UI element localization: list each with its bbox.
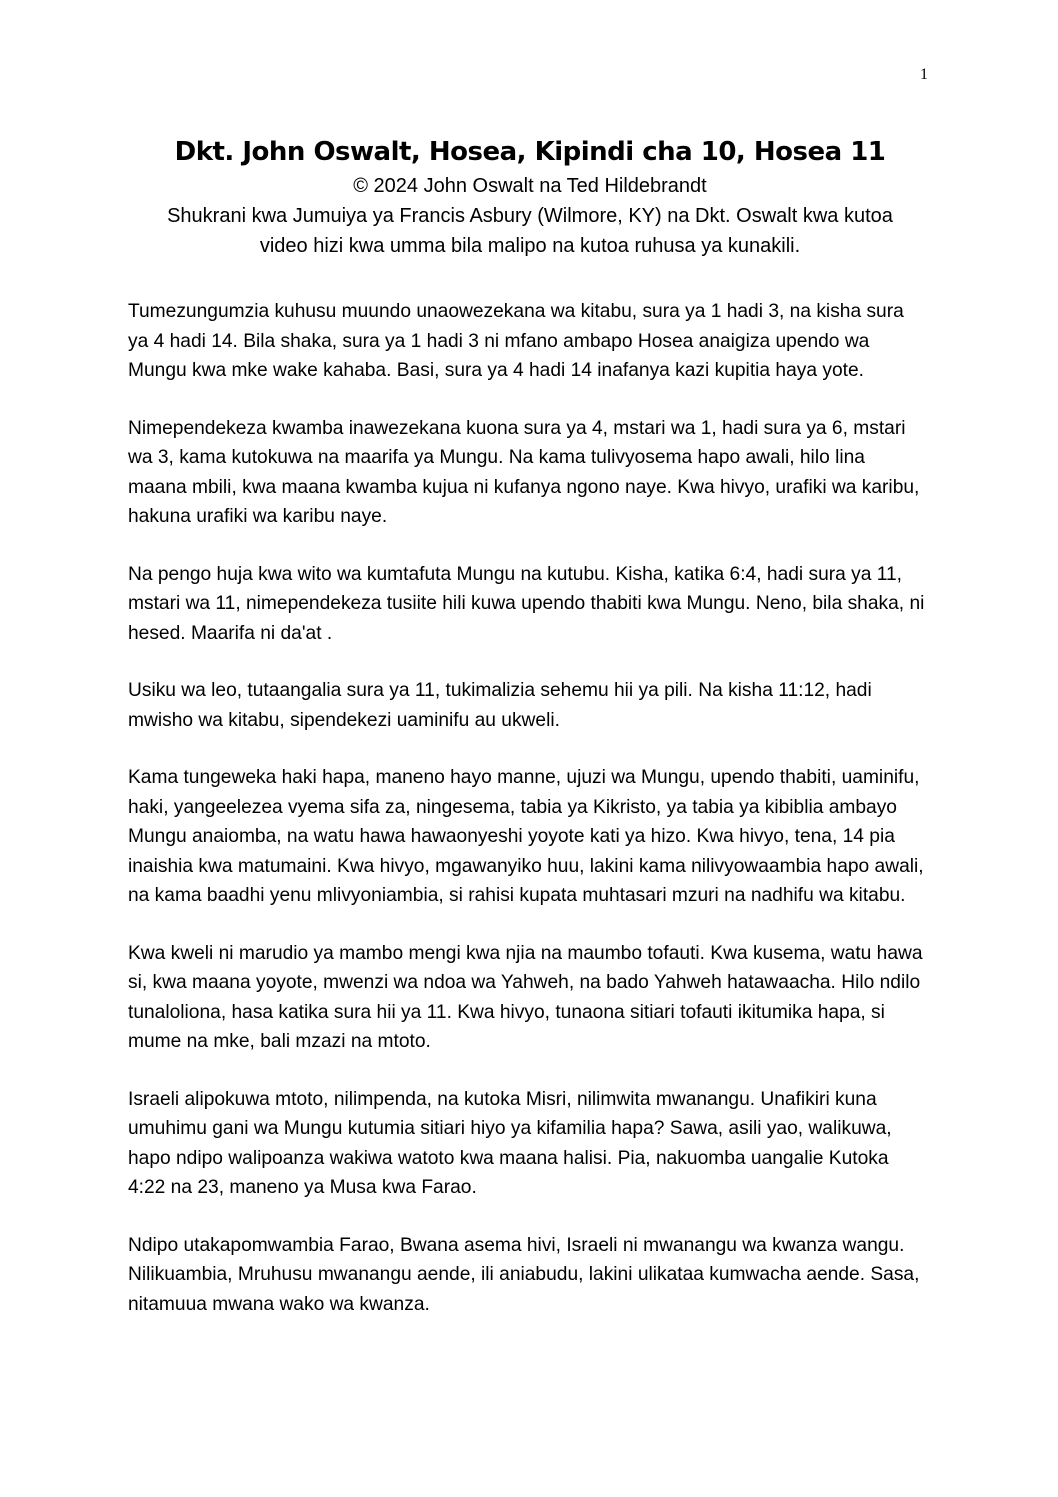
paragraph: Kwa kweli ni marudio ya mambo mengi kwa njia na maumbo tofauti. Kwa kusema, watu hawa si, kwa maana yoyote, mwenzi wa ndoa wa Yahweh, na bado Yahweh hatawaacha. Hilo ndilo tunaloliona, hasa katika sura hii ya 11. Kwa hivyo, tunaona sitiari tofauti ikitumika hapa, si mume na mke, bali mzazi na mtoto.	[128, 942, 923, 1052]
paragraph: Tumezungumzia kuhusu muundo unaowezekana wa kitabu, sura ya 1 hadi 3, na kisha sura ya 4 hadi 14. Bila shaka, sura ya 1 hadi 3 ni mfano ambapo Hosea anaigiza upendo wa Mungu kwa mke wake kahaba. Basi, sura ya 4 hadi 14 inafanya kazi kupitia haya yote.	[128, 301, 904, 381]
document-header	[90, 134, 970, 261]
document-body	[128, 297, 928, 1347]
page-number: 1	[920, 66, 928, 83]
paragraph: Na pengo huja kwa wito wa kumtafuta Mungu na kutubu. Kisha, katika 6:4, hadi sura ya 11, mstari wa 11, nimependekeza tusiite hili kuwa upendo thabiti kwa Mungu. Neno, bila shaka, ni hesed. Maarifa ni da'at .	[128, 563, 925, 644]
paragraph: Kama tungeweka haki hapa, maneno hayo manne, ujuzi wa Mungu, upendo thabiti, uaminifu, haki, yangeelezea vyema sifa za, ningesema, tabia ya Kikristo, ya tabia ya kibiblia ambayo Mungu anaiomba, na watu hawa hawaonyeshi yoyote kati ya hizo. Kwa hivyo, tena, 14 pia inaishia kwa matumaini. Kwa hivyo, mgawanyiko huu, lakini kama nilivyowaambia hapo awali, na kama baadhi yenu mlivyoniambia, si rahisi kupata muhtasari mzuri na nadhifu wa kitabu.	[128, 767, 924, 906]
paragraph: Ndipo utakapomwambia Farao, Bwana asema hivi, Israeli ni mwanangu wa kwanza wangu. Nilikuambia, Mruhusu mwanangu aende, ili aniabudu, lakini ulikataa kumwacha aende. Sasa, nitamuua mwana wako wa kwanza.	[128, 1234, 920, 1315]
paragraph: Israeli alipokuwa mtoto, nilimpenda, na kutoka Misri, nilimwita mwanangu. Unafikiri kuna umuhimu gani wa Mungu kutumia sitiari hiyo ya kifamilia hapa? Sawa, asili yao, walikuwa, hapo ndipo walipoanza wakiwa watoto kwa maana halisi. Pia, nakuomba uangalie Kutoka 4:22 na 23, maneno ya Musa kwa Farao.	[128, 1088, 892, 1198]
document-title: Dkt. John Oswalt, Hosea, Kipindi cha 10, Hosea 11	[174, 137, 886, 167]
paragraph: Usiku wa leo, tutaangalia sura ya 11, tukimalizia sehemu hii ya pili. Na kisha 11:12, hadi mwisho wa kitabu, sipendekezi uaminifu au ukweli.	[128, 680, 872, 731]
copyright-line: © 2024 John Oswalt na Ted Hildebrandt	[353, 175, 707, 197]
credits-line: Shukrani kwa Jumuiya ya Francis Asbury (Wilmore, KY) na Dkt. Oswalt kwa kutoa video hizi kwa umma bila malipo na kutoa ruhusa ya kunakili.	[167, 205, 893, 257]
paragraph: Nimependekeza kwamba inawezekana kuona sura ya 4, mstari wa 1, hadi sura ya 6, mstari wa 3, kama kutokuwa na maarifa ya Mungu. Na kama tulivyosema hapo awali, hilo lina maana mbili, kwa maana kwamba kujua ni kufanya ngono naye. Kwa hivyo, urafiki wa karibu, hakuna urafiki wa karibu naye.	[128, 417, 920, 527]
